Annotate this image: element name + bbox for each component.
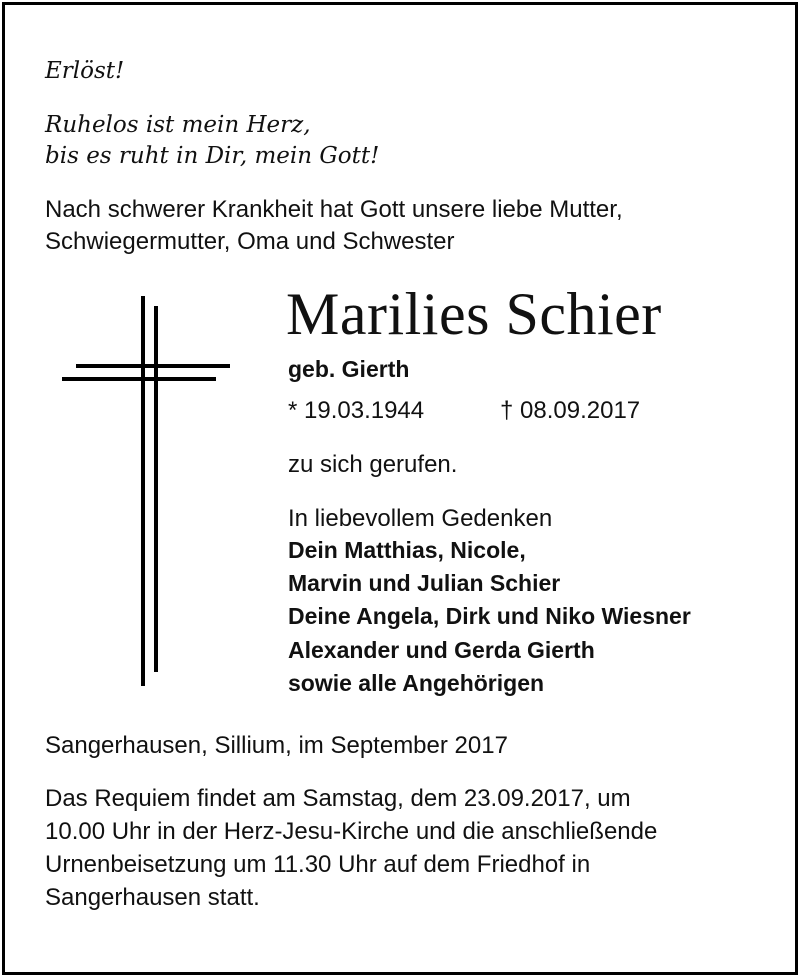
called-text: zu sich gerufen. <box>288 451 458 478</box>
birth-name: geb. Gierth <box>288 356 410 382</box>
birth-date: * 19.03.1944 <box>288 397 425 424</box>
mourner-line: Alexander und Gerda Gierth <box>288 637 595 663</box>
service-line-2: 10.00 Uhr in der Herz-Jesu-Kirche und die anschließende <box>45 818 658 845</box>
verse-line-2: bis es ruht in Dir, mein Gott! <box>45 143 380 169</box>
announcement-line-2: Schwiegermutter, Oma und Schwester <box>45 228 455 255</box>
service-line-3: Urnenbeisetzung um 11.30 Uhr auf dem Friedhof in <box>45 851 591 878</box>
verse-line-1: Ruhelos ist mein Herz, <box>45 112 311 138</box>
death-date: † 08.09.2017 <box>500 397 641 424</box>
place-date: Sangerhausen, Sillium, im September 2017 <box>45 732 508 759</box>
mourner-line: Deine Angela, Dirk und Niko Wiesner <box>288 603 691 629</box>
announcement-line-1: Nach schwerer Krankheit hat Gott unsere liebe Mutter, <box>45 196 623 223</box>
mourners-intro: In liebevollem Gedenken <box>288 505 553 532</box>
exclaim-text: Erlöst! <box>45 58 125 84</box>
service-line-4: Sangerhausen statt. <box>45 884 260 911</box>
deceased-name: Marilies Schier <box>286 281 662 347</box>
mourner-line: sowie alle Angehörigen <box>288 670 545 696</box>
mourner-line: Marvin und Julian Schier <box>288 570 561 596</box>
service-line-1: Das Requiem findet am Samstag, dem 23.09.2017, um <box>45 785 631 812</box>
mourner-line: Dein Matthias, Nicole, <box>288 537 526 563</box>
